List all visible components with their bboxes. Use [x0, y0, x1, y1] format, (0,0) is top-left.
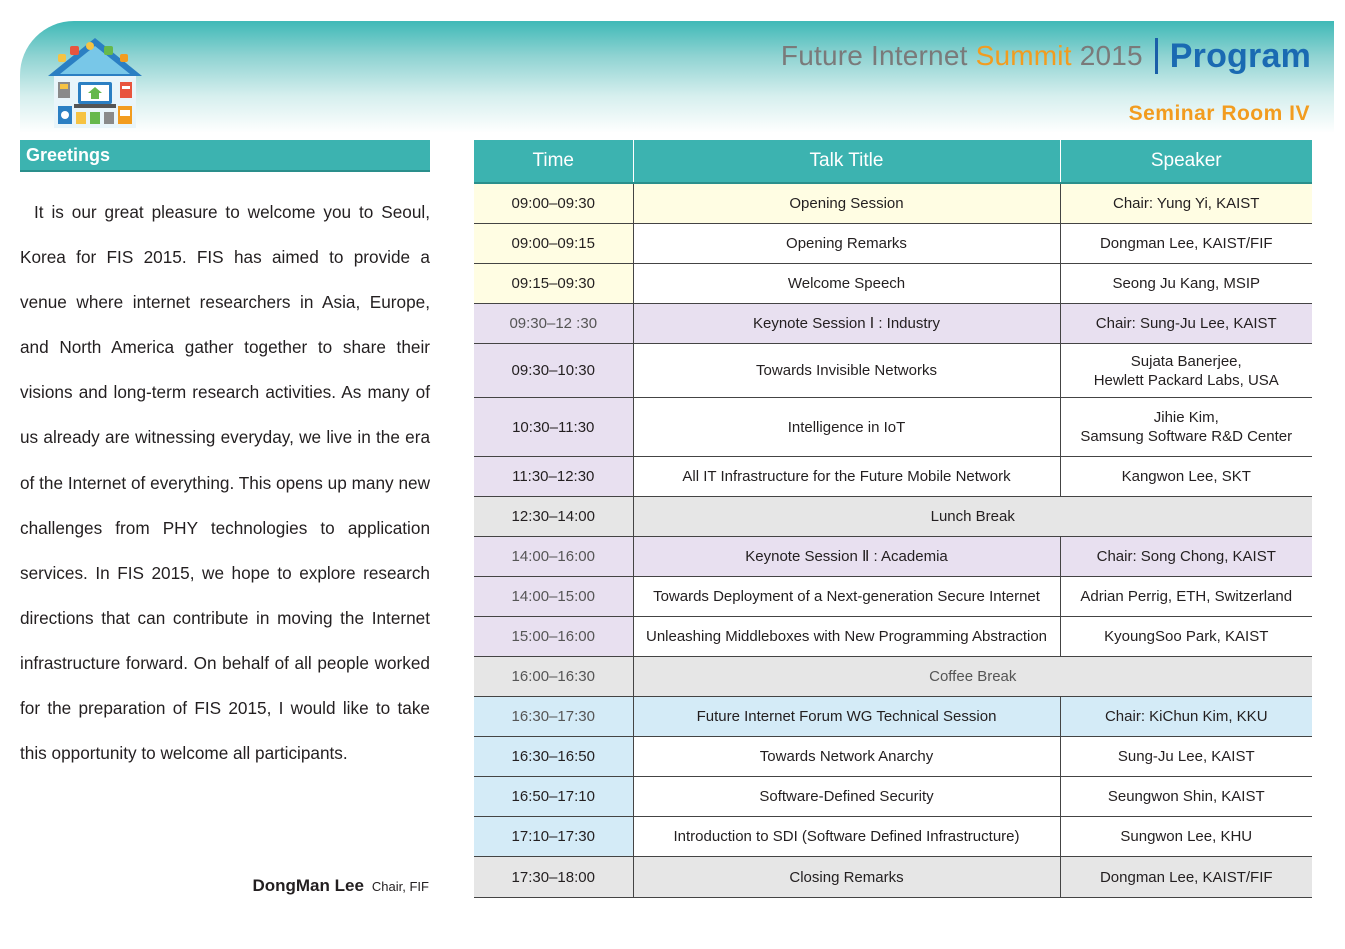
row-time: 09:00–09:30 — [474, 183, 633, 224]
row-time: 15:00–16:00 — [474, 617, 633, 657]
summit-title — [781, 36, 1311, 76]
row-time: 09:15–09:30 — [474, 264, 633, 304]
greetings-heading: Greetings — [20, 140, 430, 172]
smart-house-icon — [46, 36, 144, 130]
row-speaker — [1060, 344, 1312, 398]
row-speaker: Chair: Song Chong, KAIST — [1060, 537, 1312, 577]
table-row — [474, 497, 1312, 537]
row-time: 16:50–17:10 — [474, 777, 633, 817]
row-title: Software-Defined Security — [633, 777, 1060, 817]
table-header-row — [474, 140, 1312, 183]
row-time: 14:00–15:00 — [474, 577, 633, 617]
row-speaker: KyoungSoo Park, KAIST — [1060, 617, 1312, 657]
row-speaker: Adrian Perrig, ETH, Switzerland — [1060, 577, 1312, 617]
table-row — [474, 577, 1312, 617]
row-speaker: Seungwon Shin, KAIST — [1060, 777, 1312, 817]
row-time: 17:10–17:30 — [474, 817, 633, 857]
row-time: 12:30–14:00 — [474, 497, 633, 537]
signer-name: DongMan Lee — [252, 876, 364, 895]
table-row — [474, 857, 1312, 898]
row-title: Welcome Speech — [633, 264, 1060, 304]
row-break: Lunch Break — [633, 497, 1312, 537]
title-divider — [1155, 38, 1158, 74]
row-time: 11:30–12:30 — [474, 457, 633, 497]
row-time: 09:00–09:15 — [474, 224, 633, 264]
row-break: Coffee Break — [633, 657, 1312, 697]
table-row — [474, 697, 1312, 737]
row-title: Towards Network Anarchy — [633, 737, 1060, 777]
row-speaker: Chair: Sung-Ju Lee, KAIST — [1060, 304, 1312, 344]
row-time: 09:30–10:30 — [474, 344, 633, 398]
row-speaker: Chair: KiChun Kim, KKU — [1060, 697, 1312, 737]
row-time: 09:30–12 :30 — [474, 304, 633, 344]
table-row — [474, 264, 1312, 304]
table-row — [474, 737, 1312, 777]
speaker-affiliation: Hewlett Packard Labs, USA — [1093, 371, 1279, 389]
row-title: Towards Invisible Networks — [633, 344, 1060, 398]
row-speaker: Dongman Lee, KAIST/FIF — [1060, 224, 1312, 264]
table-row — [474, 398, 1312, 457]
row-title: Opening Session — [633, 183, 1060, 224]
row-title: Introduction to SDI (Software Defined Infrastructure) — [633, 817, 1060, 857]
header-title: Talk Title — [633, 140, 1060, 183]
table-row — [474, 457, 1312, 497]
header-speaker: Speaker — [1060, 140, 1312, 183]
table-row — [474, 183, 1312, 224]
row-title: Intelligence in IoT — [633, 398, 1060, 457]
row-title: Future Internet Forum WG Technical Session — [633, 697, 1060, 737]
row-speaker — [1060, 398, 1312, 457]
row-speaker: Sungwon Lee, KHU — [1060, 817, 1312, 857]
table-row — [474, 344, 1312, 398]
row-speaker: Chair: Yung Yi, KAIST — [1060, 183, 1312, 224]
room-label: Seminar Room IV — [1128, 102, 1310, 125]
row-time: 10:30–11:30 — [474, 398, 633, 457]
table-row — [474, 617, 1312, 657]
row-title: All IT Infrastructure for the Future Mobile Network — [633, 457, 1060, 497]
speaker-line: Jihie Kim, — [1153, 409, 1219, 426]
row-speaker: Sung-Ju Lee, KAIST — [1060, 737, 1312, 777]
row-title: Towards Deployment of a Next-generation Secure Internet — [633, 577, 1060, 617]
row-title: Closing Remarks — [633, 857, 1060, 898]
signature — [252, 876, 429, 896]
row-speaker: Dongman Lee, KAIST/FIF — [1060, 857, 1312, 898]
row-time: 17:30–18:00 — [474, 857, 633, 898]
table-row — [474, 304, 1312, 344]
row-time: 16:30–17:30 — [474, 697, 633, 737]
row-time: 14:00–16:00 — [474, 537, 633, 577]
title-summit: Summit — [975, 40, 1072, 71]
table-row — [474, 817, 1312, 857]
row-speaker: Seong Ju Kang, MSIP — [1060, 264, 1312, 304]
row-title: Keynote Session Ⅰ : Industry — [633, 304, 1060, 344]
table-row — [474, 224, 1312, 264]
row-time: 16:00–16:30 — [474, 657, 633, 697]
program-table — [474, 140, 1312, 898]
row-title: Opening Remarks — [633, 224, 1060, 264]
greetings-body: It is our great pleasure to welcome you to Seoul, Korea for FIS 2015. FIS has aimed to provide a venue where internet researchers in Asia, Europe, and North America gather together to share their visions and long-term research activities. As many of us already are witnessing everyday, we live in the era of the Internet of everything. This opens up many new challenges from PHY technologies to application services. In FIS 2015, we hope to explore research directions that can contribute in moving the Internet infrastructure forward. On behalf of all people worked for the preparation of FIS 2015, I would like to take this opportunity to welcome all participants. — [20, 202, 430, 764]
speaker-affiliation: Samsung Software R&D Center — [1080, 428, 1293, 445]
signer-role: Chair, FIF — [371, 879, 429, 894]
table-row — [474, 537, 1312, 577]
row-title: Unleashing Middleboxes with New Programming Abstraction — [633, 617, 1060, 657]
header-time: Time — [474, 140, 633, 183]
title-year: 2015 — [1079, 40, 1143, 71]
row-title: Keynote Session Ⅱ : Academia — [633, 537, 1060, 577]
speaker-line: Sujata Banerjee, — [1130, 352, 1242, 370]
row-speaker: Kangwon Lee, SKT — [1060, 457, 1312, 497]
row-time: 16:30–16:50 — [474, 737, 633, 777]
title-future-internet: Future Internet — [780, 40, 968, 71]
table-row — [474, 777, 1312, 817]
table-row — [474, 657, 1312, 697]
program-label: Program — [1169, 36, 1311, 75]
